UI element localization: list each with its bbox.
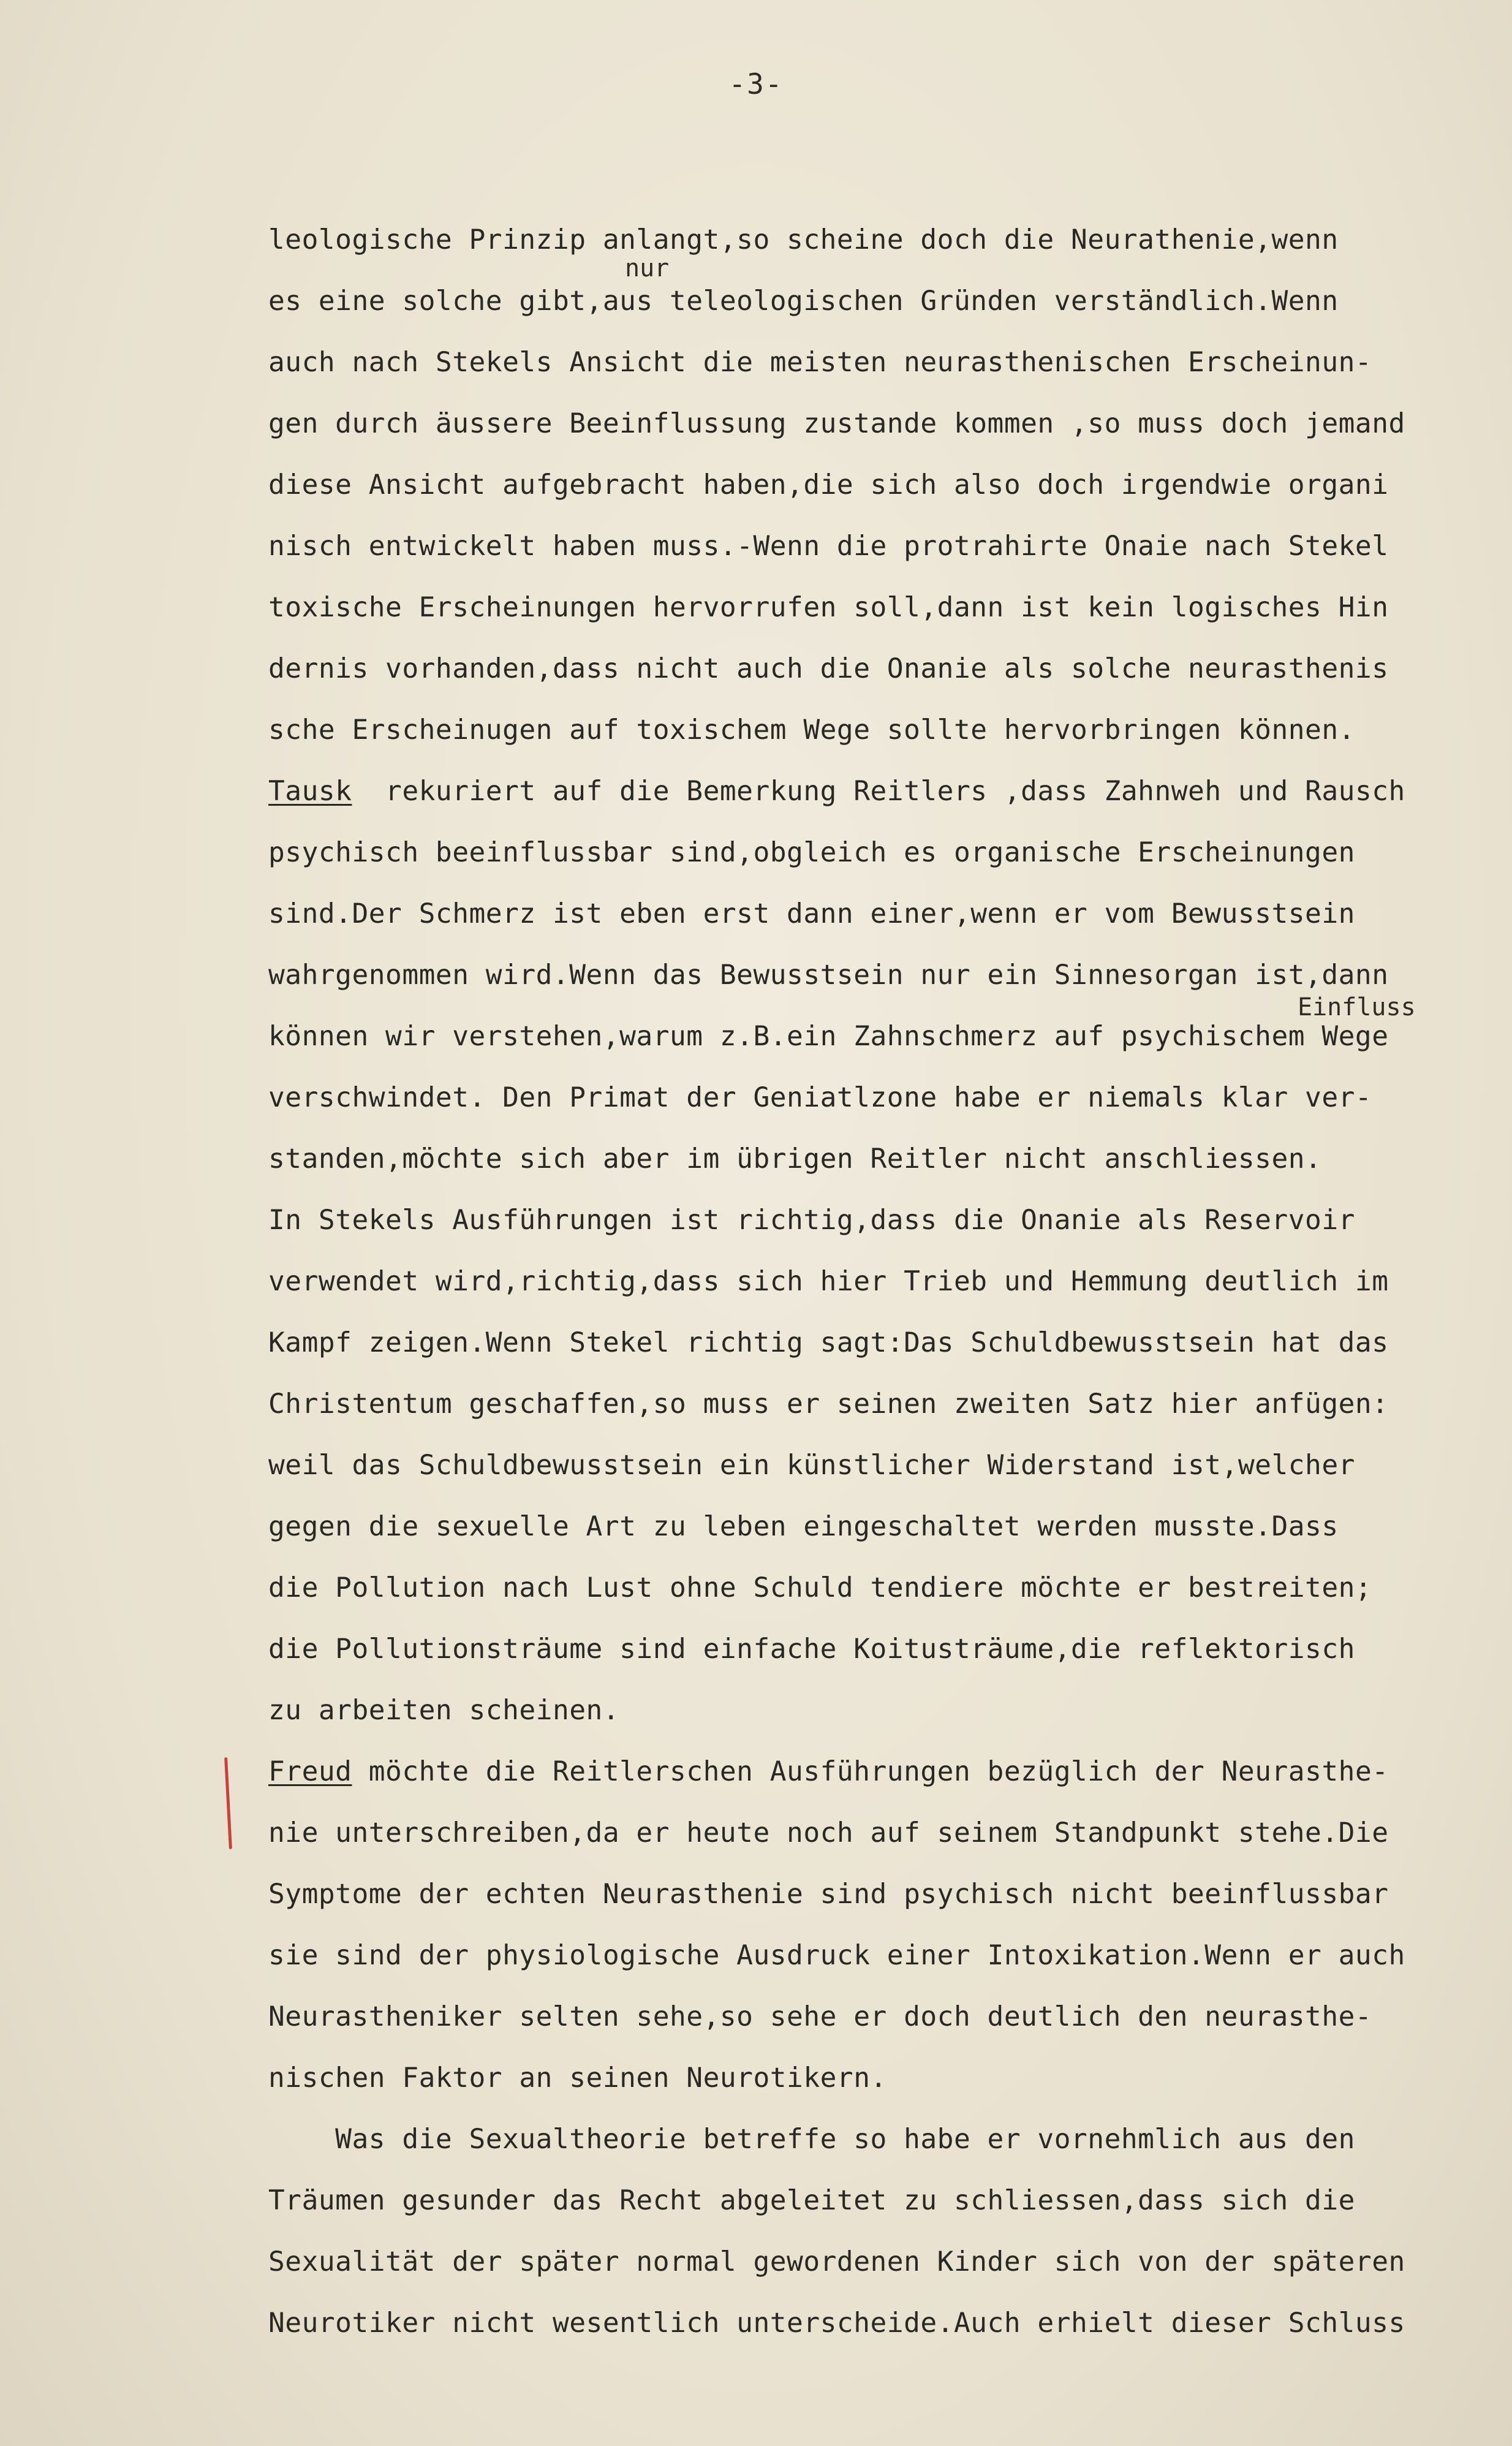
- text-line: Sexualität der später normal gewordenen Kinder sich von der späteren: [268, 2246, 1405, 2278]
- interlinear-insertion-nur: nur: [625, 254, 670, 282]
- text-line: gen durch äussere Beeinflussung zustande kommen ,so muss doch jemand: [268, 408, 1405, 439]
- text-line: diese Ansicht aufgebracht haben,die sich also doch irgendwie organi: [268, 469, 1389, 501]
- text-line: nie unterschreiben,da er heute noch auf seinem Standpunkt stehe.Die: [268, 1817, 1389, 1849]
- text-line: verwendet wird,richtig,dass sich hier Trieb und Hemmung deutlich im: [268, 1266, 1389, 1297]
- text-line: es eine solche gibt,aus teleologischen Gründen verständlich.Wenn: [268, 286, 1339, 317]
- text-line: sie sind der physiologische Ausdruck einer Intoxikation.Wenn er auch: [268, 1940, 1405, 1971]
- page-number: -3-: [728, 67, 784, 100]
- text-line: Christentum geschaffen,so muss er seinen zweiten Satz hier anfügen:: [268, 1388, 1389, 1420]
- text-line: weil das Schuldbewusstsein ein künstlicher Widerstand ist,welcher: [268, 1450, 1355, 1481]
- speaker-name-tausk: Tausk: [268, 776, 352, 807]
- text-line: Neurotiker nicht wesentlich unterscheide.Auch erhielt dieser Schluss: [268, 2308, 1405, 2339]
- text-line: dernis vorhanden,dass nicht auch die Onanie als solche neurasthenis: [268, 653, 1389, 684]
- text-line: nischen Faktor an seinen Neurotikern.: [268, 2062, 887, 2094]
- text-line: wahrgenommen wird.Wenn das Bewusstsein nur ein Sinnesorgan ist,dann: [268, 960, 1389, 991]
- text-line-freud: [268, 1747, 1500, 1809]
- text-line: In Stekels Ausführungen ist richtig,dass die Onanie als Reservoir: [268, 1205, 1355, 1236]
- text-line: leologische Prinzip anlangt,so scheine doch die Neurathenie,wenn: [268, 224, 1339, 256]
- text-line: gegen die sexuelle Art zu leben eingeschaltet werden musste.Dass: [268, 1511, 1339, 1542]
- text-line: nisch entwickelt haben muss.-Wenn die protrahirte Onaie nach Stekel: [268, 531, 1389, 562]
- text-line: die Pollution nach Lust ohne Schuld tendiere möchte er bestreiten;: [268, 1572, 1372, 1604]
- text-line: standen,möchte sich aber im übrigen Reitler nicht anschliessen.: [268, 1143, 1322, 1175]
- text-line: Neurastheniker selten sehe,so sehe er doch deutlich den neurasthe-: [268, 2001, 1372, 2032]
- freud-remark: möchte die Reitlerschen Ausführungen bezüglich der Neurasthe-: [352, 1756, 1389, 1787]
- text-line: die Pollutionsträume sind einfache Koitusträume,die reflektorisch: [268, 1634, 1355, 1665]
- text-line: psychisch beeinflussbar sind,obgleich es organische Erscheinungen: [268, 837, 1355, 868]
- text-line-tausk: [268, 767, 1500, 828]
- typescript-body: [268, 216, 1500, 2360]
- text-line: können wir verstehen,warum z.B.ein Zahnschmerz auf psychischem Wege: [268, 1021, 1389, 1052]
- tausk-remark: rekuriert auf die Bemerkung Reitlers ,dass Zahnweh und Rausch: [352, 776, 1405, 807]
- margin-mark: [224, 1757, 232, 1849]
- text-line: auch nach Stekels Ansicht die meisten neurasthenischen Erscheinun-: [268, 347, 1372, 378]
- text-line: sind.Der Schmerz ist eben erst dann einer,wenn er vom Bewusstsein: [268, 898, 1355, 930]
- interlinear-insertion-einfluss: Einfluss: [1298, 993, 1416, 1021]
- text-line: sche Erscheinugen auf toxischem Wege sollte hervorbringen können.: [268, 714, 1355, 746]
- text-line: Kampf zeigen.Wenn Stekel richtig sagt:Das Schuldbewusstsein hat das: [268, 1327, 1389, 1358]
- text-line: zu arbeiten scheinen.: [268, 1695, 620, 1726]
- speaker-name-freud: Freud: [268, 1756, 352, 1787]
- text-line: Was die Sexualtheorie betreffe so habe er vornehmlich aus den: [268, 2124, 1355, 2155]
- text-line: Symptome der echten Neurasthenie sind psychisch nicht beeinflussbar: [268, 1879, 1389, 1910]
- text-line: toxische Erscheinungen hervorrufen soll,dann ist kein logisches Hin: [268, 592, 1389, 623]
- text-line: verschwindet. Den Primat der Geniatlzone habe er niemals klar ver-: [268, 1082, 1372, 1113]
- text-line: Träumen gesunder das Recht abgeleitet zu schliessen,dass sich die: [268, 2185, 1355, 2216]
